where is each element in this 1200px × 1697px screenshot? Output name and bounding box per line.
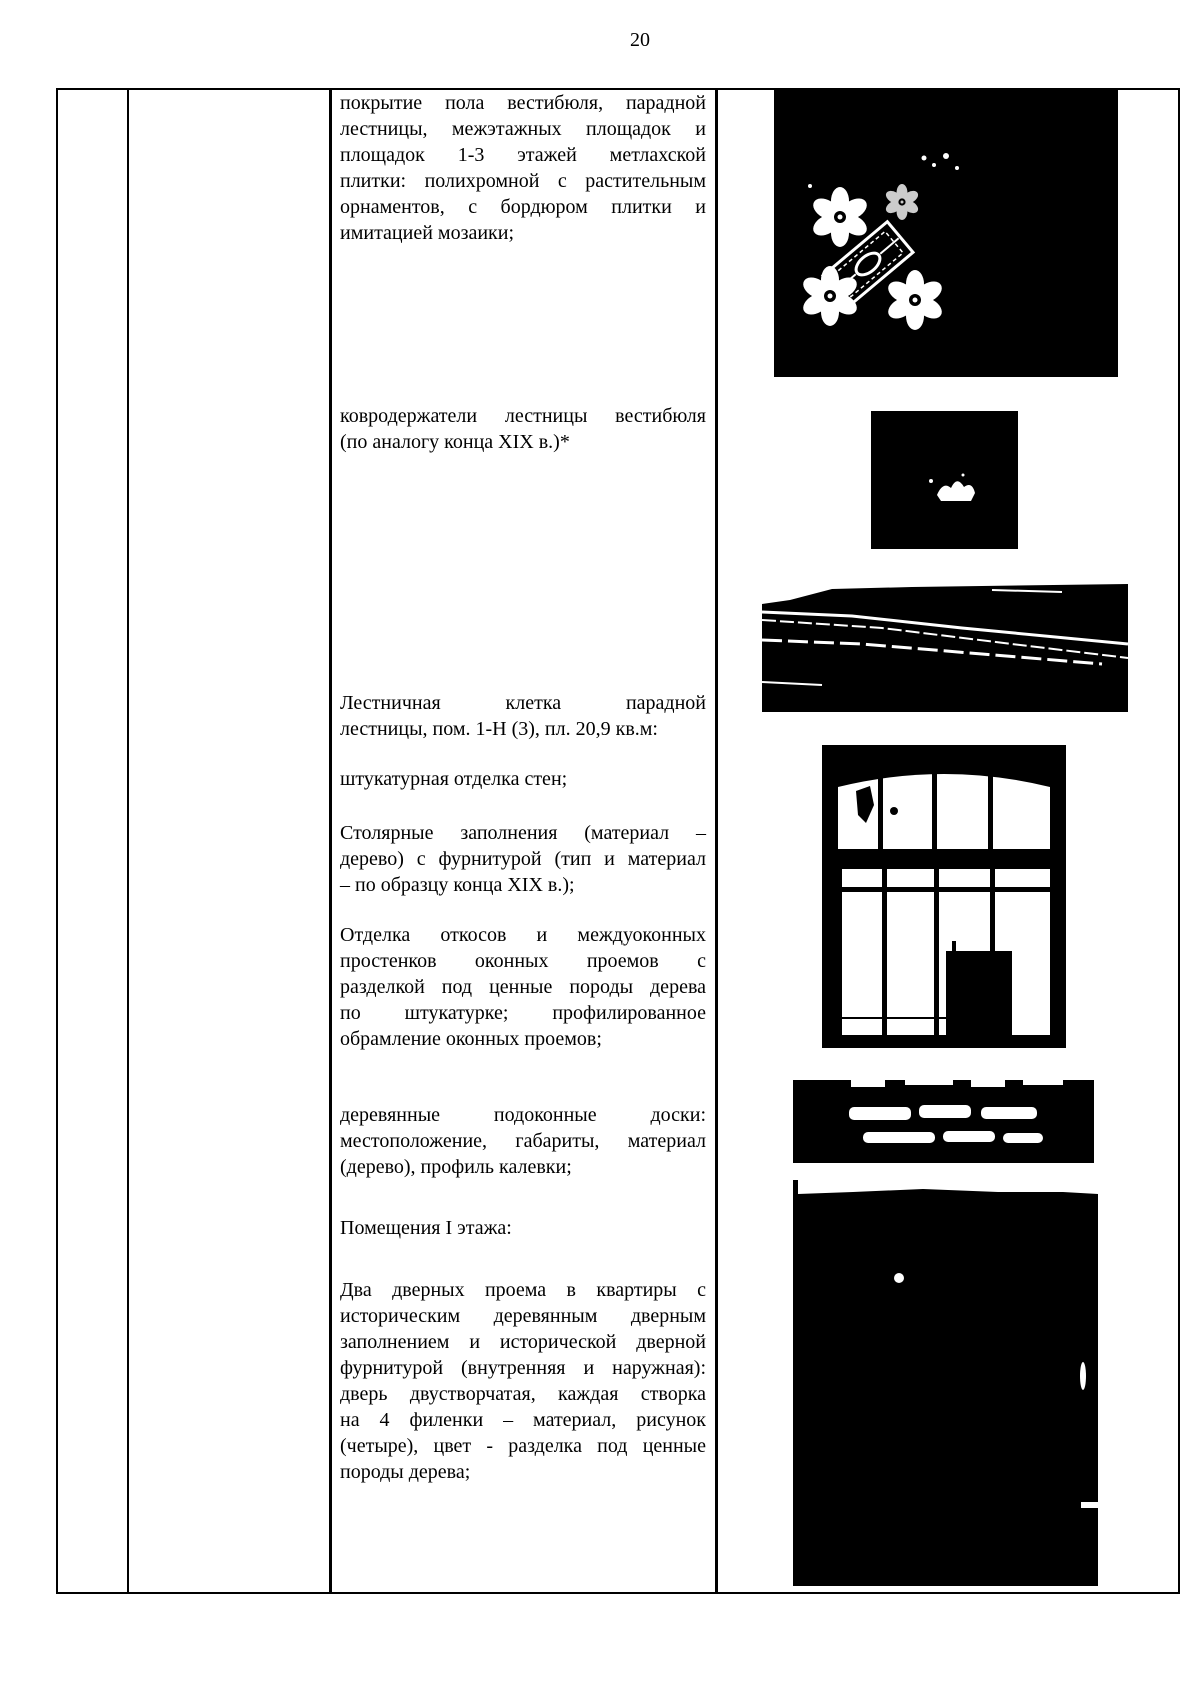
text-line: покрытие пола вестибюля, парадной xyxy=(340,92,706,114)
table-border-right xyxy=(1178,88,1180,1594)
text-line: фурнитурой (внутренняя и наружная): xyxy=(340,1357,706,1379)
text-line: (по аналогу конца XIX в.)* xyxy=(340,431,570,453)
text-line: плитки: полихромной с растительным xyxy=(340,170,706,192)
text-line: (дерево), профиль калевки; xyxy=(340,1156,572,1178)
text-line: лестницы, пом. 1-Н (3), пл. 20,9 кв.м: xyxy=(340,718,658,740)
text-line: дерево) с фурнитурой (тип и материал xyxy=(340,848,706,870)
table-cell-object xyxy=(129,90,329,1592)
photo-floor-tiles xyxy=(774,90,1118,377)
text-line: Столярные заполнения (материал – xyxy=(340,822,706,844)
text-line: Помещения I этажа: xyxy=(340,1217,512,1239)
subject-table xyxy=(56,88,1180,1594)
photo-carpet-holder xyxy=(871,411,1018,549)
text-line: историческим деревянным дверным xyxy=(340,1305,706,1327)
text-line: заполнением и исторической дверной xyxy=(340,1331,706,1353)
text-line: простенков оконных проемов с xyxy=(340,950,706,972)
text-line: Два дверных проема в квартиры с xyxy=(340,1279,706,1301)
text-line: ковродержатели лестницы вестибюля xyxy=(340,405,706,427)
text-line: Лестничная клетка парадной xyxy=(340,692,706,714)
text-line: Отделка откосов и междуоконных xyxy=(340,924,706,946)
text-line: на 4 филенки – материал, рисунок xyxy=(340,1409,706,1431)
text-line: деревянные подоконные доски: xyxy=(340,1104,706,1126)
text-line: породы дерева; xyxy=(340,1461,471,1483)
text-line: площадок 1-3 этажей метлахской xyxy=(340,144,706,166)
photo-door xyxy=(793,1180,1098,1586)
ground-floor-heading xyxy=(340,1215,706,1241)
text-line: обрамление оконных проемов; xyxy=(340,1028,602,1050)
text-line: штукатурная отделка стен; xyxy=(340,768,568,790)
joinery-text xyxy=(340,820,706,898)
text-line: имитацией мозаики; xyxy=(340,222,515,244)
text-line: дверь двустворчатая, каждая створка xyxy=(340,1383,706,1405)
text-line: орнаментов, с бордюром плитки и xyxy=(340,196,706,218)
window-sills-text xyxy=(340,1102,706,1180)
page-number: 20 xyxy=(630,29,650,51)
photo-window xyxy=(822,745,1066,1048)
doorways-text xyxy=(340,1277,706,1485)
table-cell-description xyxy=(332,90,715,1592)
floor-covering-text xyxy=(340,90,706,246)
wall-plaster-text xyxy=(340,766,706,792)
text-line: – по образцу конца XIX в.); xyxy=(340,874,575,896)
table-cell-number xyxy=(58,90,127,1592)
text-line: по штукатурке; профилированное xyxy=(340,1002,706,1024)
photo-window-sill xyxy=(793,1080,1094,1163)
text-line: (четыре), цвет - разделка под ценные xyxy=(340,1435,706,1457)
table-cell-photos xyxy=(718,90,1178,1592)
text-line: местоположение, габариты, материал xyxy=(340,1130,706,1152)
text-line: разделкой под ценные породы дерева xyxy=(340,976,706,998)
text-line: лестницы, межэтажных площадок и xyxy=(340,118,706,140)
staircase-heading xyxy=(340,690,706,742)
table-border-bottom xyxy=(56,1592,1180,1594)
carpet-holders-text xyxy=(340,403,706,455)
photo-stair-railing xyxy=(762,582,1128,712)
window-reveals-text xyxy=(340,922,706,1052)
